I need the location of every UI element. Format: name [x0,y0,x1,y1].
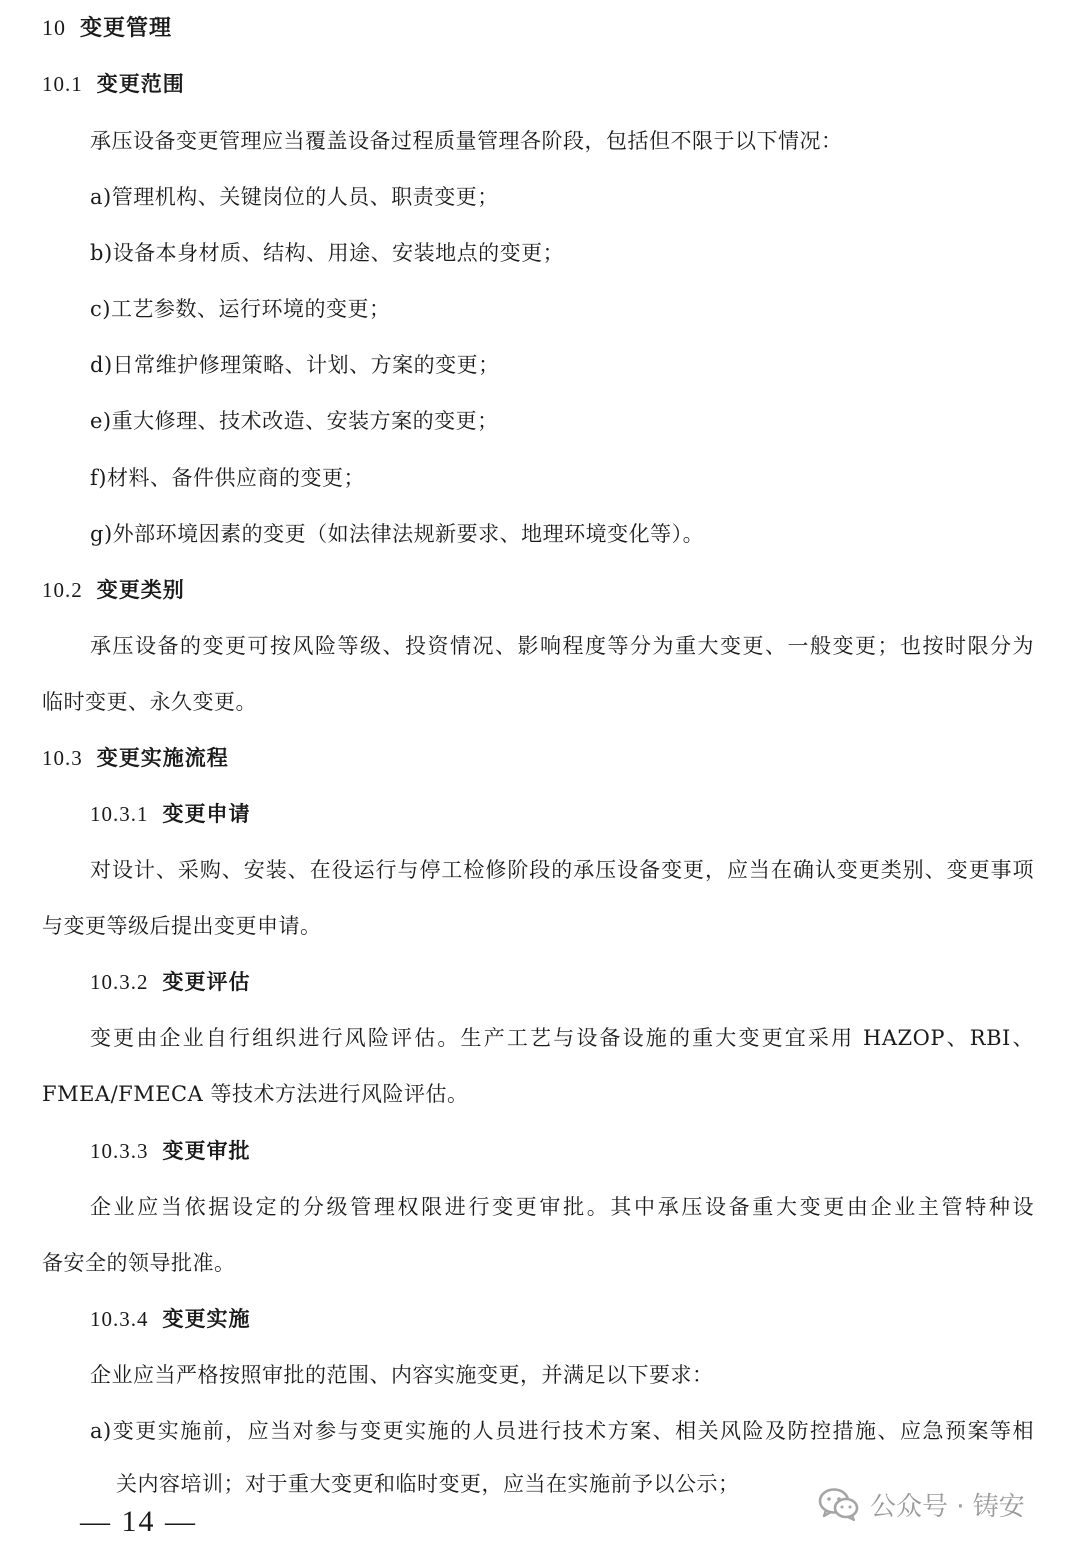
subsubsection-number: 10.3.2 [90,970,149,994]
subsubsection-title: 变更审批 [162,1139,251,1163]
paragraph-line: 企业应当依据设定的分级管理权限进行变更审批。其中承压设备重大变更由企业主管特种设 [90,1195,1034,1219]
page-number: — 14 — [80,1505,197,1538]
subsection-title: 变更范围 [96,72,185,96]
subsection-heading-10-1 [42,70,185,98]
section-title: 变更管理 [80,16,173,41]
subsubsection-number: 10.3.1 [90,802,149,826]
list-item-line: a)变更实施前，应当对参与变更实施的人员进行技术方案、相关风险及防控措施、应急预案等相 [90,1419,1034,1443]
subsection-number: 10.3 [42,746,83,770]
subsection-heading-10-3 [42,744,229,772]
subsubsection-number: 10.3.3 [90,1139,149,1163]
list-item: c)工艺参数、运行环境的变更； [90,297,391,321]
list-item: e)重大修理、技术改造、安装方案的变更； [90,409,499,433]
paragraph-line: 临时变更、永久变更。 [42,690,257,714]
paragraph: 承压设备变更管理应当覆盖设备过程质量管理各阶段，包括但不限于以下情况： [90,129,843,153]
subsubsection-heading-10-3-1 [90,800,251,828]
subsubsection-title: 变更评估 [162,970,251,994]
subsection-title: 变更类别 [96,578,185,602]
subsection-title: 变更实施流程 [96,746,229,770]
paragraph-line: FMEA/FMECA 等技术方法进行风险评估。 [42,1082,469,1106]
paragraph-line: 与变更等级后提出变更申请。 [42,914,322,938]
watermark [818,1484,1025,1524]
subsubsection-title: 变更申请 [162,802,251,826]
subsubsection-heading-10-3-4 [90,1305,251,1333]
subsubsection-number: 10.3.4 [90,1307,149,1331]
section-heading [42,14,172,43]
list-item: d)日常维护修理策略、计划、方案的变更； [90,353,500,377]
paragraph-line: 备安全的领导批准。 [42,1251,236,1275]
subsection-number: 10.1 [42,72,83,96]
list-item-line: 关内容培训；对于重大变更和临时变更，应当在实施前予以公示； [116,1472,740,1496]
list-item: a)管理机构、关键岗位的人员、职责变更； [90,185,499,209]
watermark-text: 公众号 · 铸安 [870,1491,1025,1522]
list-item: f)材料、备件供应商的变更； [90,466,365,490]
list-item: g)外部环境因素的变更（如法律法规新要求、地理环境变化等）。 [90,522,705,546]
paragraph: 企业应当严格按照审批的范围、内容实施变更，并满足以下要求： [90,1363,714,1387]
wechat-icon [818,1486,860,1522]
subsubsection-title: 变更实施 [162,1307,251,1331]
paragraph-line: 承压设备的变更可按风险等级、投资情况、影响程度等分为重大变更、一般变更；也按时限分为 [90,634,1034,658]
list-item: b)设备本身材质、结构、用途、安装地点的变更； [90,241,565,265]
subsection-heading-10-2 [42,576,185,604]
subsubsection-heading-10-3-3 [90,1137,251,1165]
paragraph-line: 对设计、采购、安装、在役运行与停工检修阶段的承压设备变更，应当在确认变更类别、变更事项 [90,858,1034,882]
section-number: 10 [42,15,66,40]
subsubsection-heading-10-3-2 [90,968,251,996]
paragraph-line: 变更由企业自行组织进行风险评估。生产工艺与设备设施的重大变更宜采用 HAZOP、RBI、 [90,1026,1034,1050]
subsection-number: 10.2 [42,578,83,602]
